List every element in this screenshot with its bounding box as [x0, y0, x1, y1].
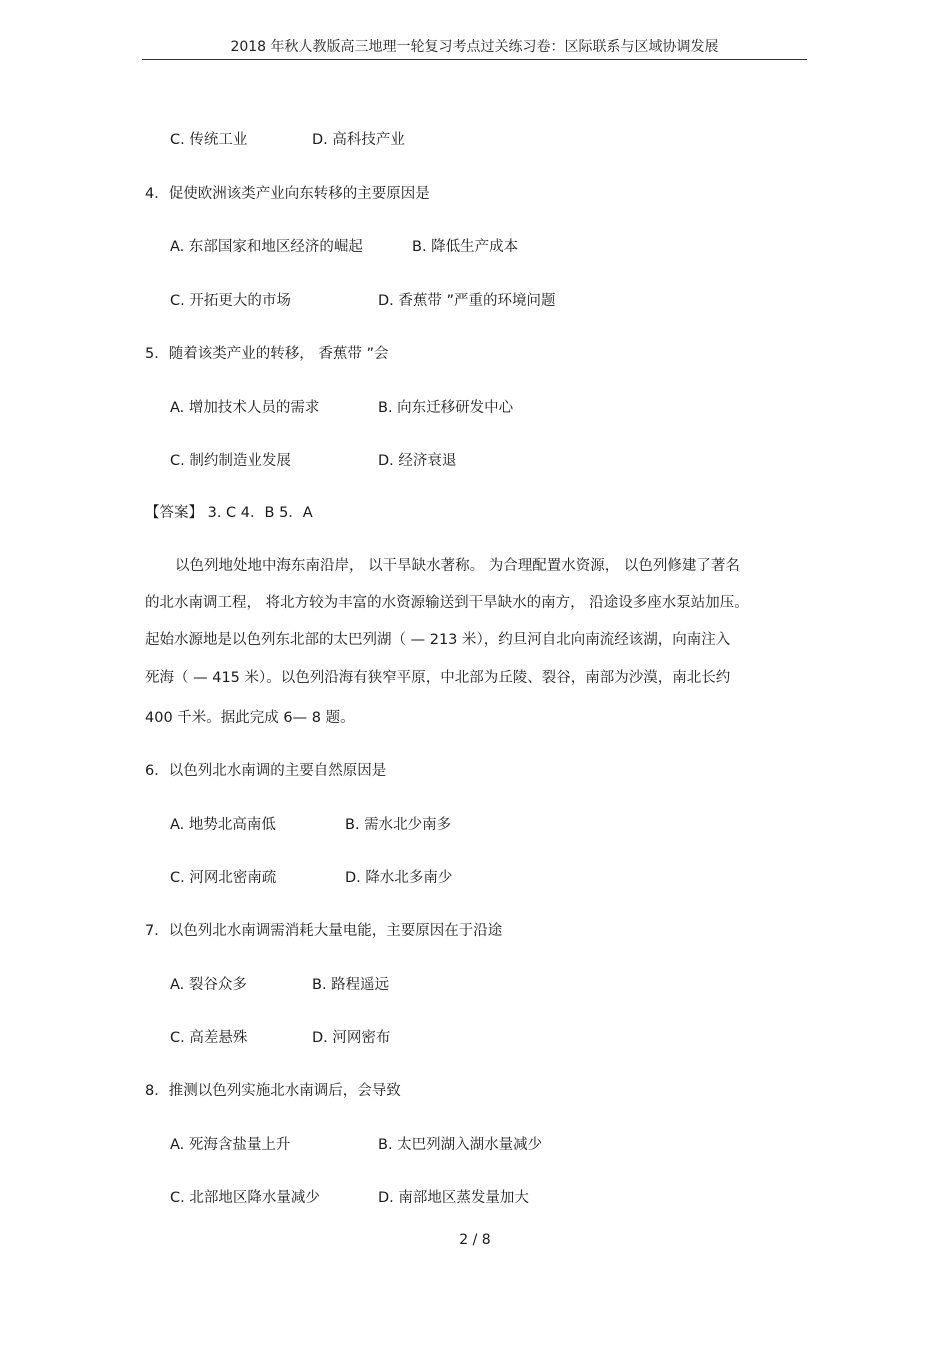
q7-option-d: D. 河网密布 — [312, 1030, 391, 1046]
q4-option-b: B. 降低生产成本 — [412, 239, 519, 255]
page-header-title: 2018 年秋人教版高三地理一轮复习考点过关练习卷：区际联系与区域协调发展 — [230, 39, 719, 55]
q6-option-b: B. 需水北少南多 — [345, 817, 452, 833]
q5-option-d: D. 经济衰退 — [378, 453, 457, 469]
q8-option-c: C. 北部地区降水量减少 — [170, 1190, 320, 1206]
q3-option-d: D. 高科技产业 — [312, 132, 405, 148]
q4-option-c: C. 开拓更大的市场 — [170, 293, 291, 309]
q6-option-a: A. 地势北高南低 — [170, 817, 276, 833]
answer-line: 【答案】 3. C 4．B 5．A — [145, 505, 313, 521]
passage-line-4: 死海（ — 415 米）。以色列沿海有狭窄平原，中北部为丘陵、裂谷，南部为沙漠，南北长约 — [145, 670, 731, 686]
page-number: 2 / 8 — [459, 1232, 491, 1248]
q5-stem: 5．随着该类产业的转移， 香蕉带 ”会 — [145, 346, 389, 362]
q7-stem: 7．以色列北水南调需消耗大量电能，主要原因在于沿途 — [145, 923, 503, 939]
passage-line-3: 起始水源地是以色列东北部的太巴列湖（ — 213 米），约旦河自北向南流经该湖，向南注入 — [145, 632, 731, 648]
passage-line-1: 以色列地处地中海东南沿岸， 以干旱缺水著称。 为合理配置水资源， 以色列修建了著名 — [175, 558, 740, 574]
q5-option-b: B. 向东迁移研发中心 — [378, 400, 514, 416]
q8-option-b: B. 太巴列湖入湖水量减少 — [378, 1137, 543, 1153]
q6-option-c: C. 河网北密南疏 — [170, 870, 277, 886]
q7-option-a: A. 裂谷众多 — [170, 977, 247, 993]
q4-option-a: A. 东部国家和地区经济的崛起 — [170, 239, 363, 255]
passage-line-5: 400 千米。据此完成 6— 8 题。 — [145, 710, 355, 726]
header-divider — [142, 59, 807, 60]
q6-option-d: D. 降水北多南少 — [345, 870, 453, 886]
q8-option-a: A. 死海含盐量上升 — [170, 1137, 291, 1153]
q7-option-b: B. 路程遥远 — [312, 977, 390, 993]
q4-stem: 4．促使欧洲该类产业向东转移的主要原因是 — [145, 186, 430, 202]
q3-option-c: C. 传统工业 — [170, 132, 248, 148]
q6-stem: 6．以色列北水南调的主要自然原因是 — [145, 763, 387, 779]
q8-stem: 8．推测以色列实施北水南调后，会导致 — [145, 1083, 401, 1099]
q8-option-d: D. 南部地区蒸发量加大 — [378, 1190, 529, 1206]
q7-option-c: C. 高差悬殊 — [170, 1030, 248, 1046]
passage-line-2: 的北水南调工程， 将北方较为丰富的水资源输送到干旱缺水的南方， 沿途设多座水泵站加压。 — [145, 595, 749, 611]
q5-option-c: C. 制约制造业发展 — [170, 453, 291, 469]
q5-option-a: A. 增加技术人员的需求 — [170, 400, 320, 416]
q4-option-d: D. 香蕉带 ”严重的环境问题 — [378, 293, 556, 309]
